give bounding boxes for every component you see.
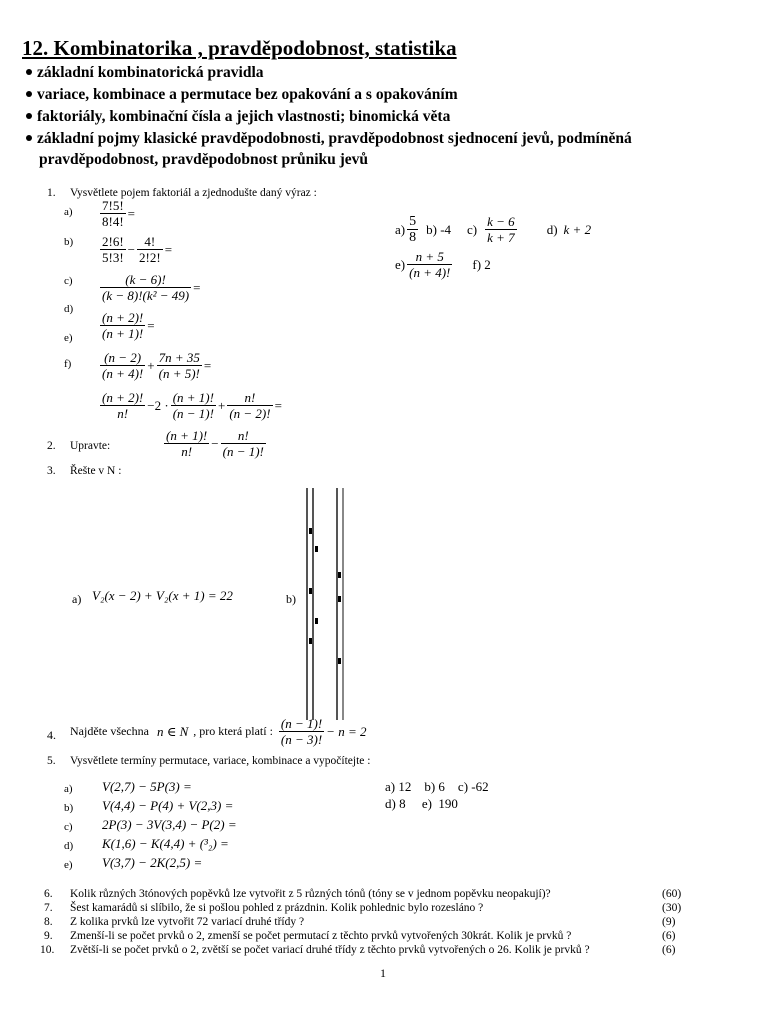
equation-task3a: V₂(x − 2) + V₂(x + 1) = 22 [92,588,233,603]
task-text: Šest kamarádů si slíbilo, že si pošlou pohled z prázdnin. Kolik pohlednic bylo rozesláno ? [70,902,484,914]
item-label: a) [64,206,73,218]
task-number: 4. [47,728,56,742]
answers-task5-row1: a) 12 b) 6 c) -62 [385,779,489,794]
expression-task5d: K(1,6) − K(4,4) + (³₂) = [102,836,229,851]
expression-a: $\frac{7!5!}{8!4!}$ = [102,198,136,229]
expression-d: $\frac{(n + 2)!}{(n + 1)!}$ = [102,310,155,341]
task-number: 3. [47,465,56,477]
task-number: 2. [47,440,56,452]
expression-f: $\frac{(n - 2)}{(n + 4)!}$ + $\frac{7n + 35}{(n + 5)!}$ = [102,350,212,381]
bullet-icon [26,69,32,75]
expression-b: $\frac{2!6!}{5!3!}$ − $\frac{4!}{2!2!}$ = [102,234,173,265]
bullet-item: faktoriály, kombinační čísla a jejich vlastnosti; binomická věta [26,108,450,126]
answers-row-1: a) $\frac{5}{8}$ b) -4 c) $\frac{k - 6}{k + 7}$ d) k + 2 [395,214,592,245]
task-text: Vysvětlete pojem faktoriál a zjednodušte daný výraz : [70,187,317,199]
task-text: Zmenší-li se počet prvků o 2, zmenší se počet permutací z těchto prvků vytvořených 30krát. Kolik je prvků ? [70,930,572,942]
task-text: Upravte: [70,440,111,452]
task4-line: Najděte všechna n ∈ N , pro která platí : $\frac{(n - 1)!}{(n - 3)!}$ − n = 2 [70,716,367,747]
bullet-icon [26,135,32,141]
bullet-item: základní pojmy klasické pravděpodobnosti, pravděpodobnost sjednocení jevů, podmíněná [26,130,632,148]
item-label: f) [64,358,72,370]
expression-task5e: V(3,7) − 2K(2,5) = [102,855,203,870]
task-text: Vysvětlete termíny permutace, variace, kombinace a vypočítejte : [70,755,371,767]
task-number: 9. [44,930,53,942]
answers-task5-row2: d) 8 e) 190 [385,796,458,811]
item-label: b) [286,592,296,606]
expression-task5c: 2P(3) − 3V(3,4) − P(2) = [102,817,237,832]
task-result: (30) [662,902,682,914]
task-number: 6. [44,888,53,900]
item-label: c) [64,821,73,833]
task-text: Zvětší-li se počet prvků o 2, zvětší se počet variací druhé třídy z těchto prvků vytvořených o 26. Kolik je prvků ? [70,944,590,956]
bullet-item: variace, kombinace a permutace bez opakování a s opakováním [26,86,458,104]
bullet-item: základní kombinatorická pravidla [26,64,264,82]
task-number: 5. [47,755,56,767]
bullet-item-continuation: pravděpodobnost, pravděpodobnost průniku jevů [39,151,369,168]
task-number: 10. [40,944,55,956]
item-label: a) [64,783,73,795]
task-number: 8. [44,916,53,928]
expression-task5a: V(2,7) − 5P(3) = [102,779,192,794]
item-label: d) [64,840,74,852]
expression-c: $\frac{(k - 6)!}{\text{(k − 8)!(k² − 49)}}$ = [102,272,201,303]
item-label: b) [64,802,74,814]
page-number: 1 [380,966,386,980]
task-result: (6) [662,930,676,942]
task-number: 7. [44,902,53,914]
item-label: d) [64,303,74,315]
bullet-icon [26,113,32,119]
task-text: Z kolika prvků lze vytvořit 72 variací druhé třídy ? [70,916,305,928]
item-label: a) [72,592,82,606]
item-label: b) [64,236,74,248]
task-result: (9) [662,916,676,928]
expression-task2: $\frac{(n + 1)!}{n!}$ − $\frac{n!}{(n - 1)!}$ [166,428,264,459]
page-title: 12. Kombinatorika , pravděpodobnost, statistika [22,36,457,60]
answers-row-2: e) $\frac{n + 5}{(n + 4)!}$ f) 2 [395,249,491,280]
task-result: (6) [662,944,676,956]
garbled-equation-image [292,488,352,720]
item-label: e) [64,332,73,344]
task-text: Řešte v N : [70,465,122,477]
item-label: c) [64,275,73,287]
expression-task5b: V(4,4) − P(4) + V(2,3) = [102,798,234,813]
expression-g: $\frac{(n + 2)!}{n!}$ − 2 · $\frac{(n + 1)!}{(n - 1)!}$ + $\frac{n!}{(n - 2)!}$ = [102,390,282,421]
bullet-icon [26,91,32,97]
task-result: (60) [662,888,682,900]
task-number: 1. [47,187,56,199]
task-text: Kolik různých 3tónových popěvků lze vytvořit z 5 různých tónů (tóny se v jednom popěvku neopakují)? [70,888,551,900]
item-label: e) [64,859,73,871]
